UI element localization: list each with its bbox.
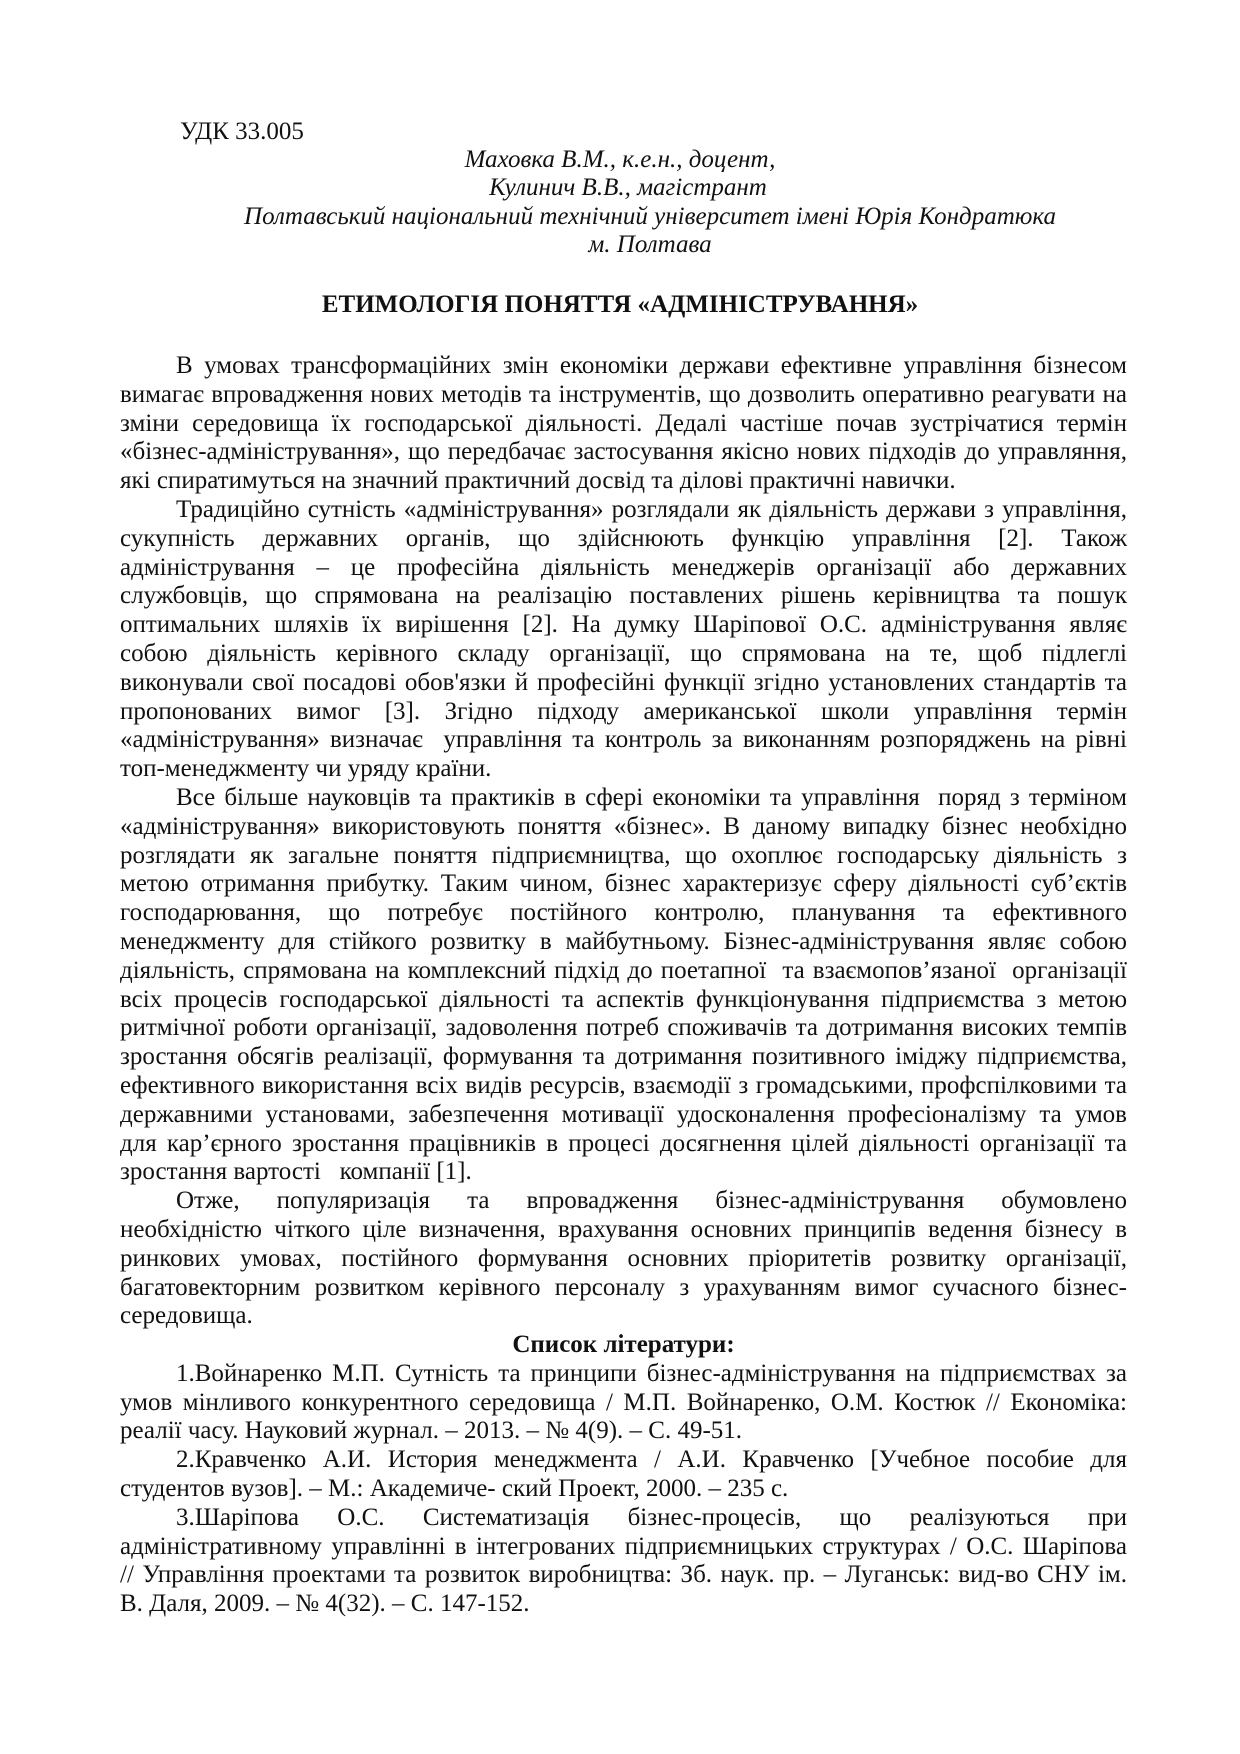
text-line — [120, 611, 1127, 640]
text-line — [120, 1504, 1127, 1533]
text-line — [120, 1158, 1127, 1187]
line-text: «бізнес-адміністрування», що передбачає застосування якісно нових підходів до управляння, — [120, 438, 1127, 466]
paragraph — [120, 496, 1127, 784]
paragraph — [120, 1187, 1127, 1331]
line-text: державними установами, забезпечення мотивації удосконалення професіоналізму та умов — [120, 1100, 1127, 1128]
city: м. Полтава — [588, 231, 712, 258]
text-line — [120, 1101, 1127, 1130]
line-text: В. Даля, 2009. – № 4(32). – С. 147-152. — [120, 1590, 530, 1618]
references-heading — [120, 1331, 1127, 1360]
line-text: багатовекторним розвитком керівного персоналу з урахуванням вимог сучасного бізнес- — [120, 1273, 1127, 1301]
text-line — [120, 755, 1127, 784]
text-line — [120, 1245, 1127, 1274]
line-text: середовища. — [120, 1302, 253, 1330]
text-line — [120, 813, 1127, 842]
line-text: // Управління проектами та розвиток виробництва: Зб. наук. пр. – Луганськ: вид-во СНУ ім. — [120, 1561, 1127, 1589]
line-text: пропонованих вимог [3]. Згідно підходу американської школи управління термін — [120, 697, 1127, 725]
paragraph — [120, 352, 1127, 496]
line-text: собою діяльність керівного складу організації, що спрямована на те, щоб підлеглі — [120, 639, 1127, 667]
paper-title: ЕТИМОЛОГІЯ ПОНЯТТЯ «АДМІНІСТРУВАННЯ» — [321, 291, 919, 318]
line-text: В умовах трансформаційних змін економіки держави ефективне управління бізнесом — [176, 352, 1127, 379]
text-line — [120, 1446, 1127, 1475]
line-text: 1.Войнаренко М.П. Сутність та принципи бізнес-адміністрування на підприємствах за — [176, 1359, 1127, 1387]
text-line — [120, 496, 1127, 525]
line-text: адміністрування – це професійна діяльність менеджерів організації або державних — [120, 553, 1127, 581]
references-heading-text: Список літератури: — [512, 1331, 735, 1359]
line-text: всіх процесів господарської діяльності та аспектів функціонування підприємства з метою — [120, 985, 1127, 1013]
text-line — [120, 698, 1127, 727]
line-text: метою отримання прибутку. Таким чином, бізнес характеризує сферу діяльності суб’єктів — [120, 870, 1127, 898]
text-line — [120, 726, 1127, 755]
line-text: 2.Кравченко А.И. История менеджмента / А.И. Кравченко [Учебное пособие для — [176, 1446, 1127, 1474]
line-text: топ-менеджменту чи уряду країни. — [120, 755, 492, 783]
paper-body — [120, 352, 1127, 1619]
line-text: які спиратимуться на значний практичний досвід та ділові практичні навички. — [120, 467, 956, 495]
line-text: ритмічної роботи організації, задоволення потреб споживачів та дотримання високих темпів — [120, 1014, 1127, 1042]
paragraph — [120, 784, 1127, 1187]
text-line — [120, 1360, 1127, 1389]
line-text: студентов вузов]. – М.: Академиче- ский Проект, 2000. – 235 с. — [120, 1475, 789, 1503]
text-line — [120, 1561, 1127, 1590]
text-line — [120, 410, 1127, 439]
text-line — [120, 640, 1127, 669]
line-text: діяльність, спрямована на комплексний підхід до поетапної та взаємопов’язаної організації — [120, 956, 1127, 984]
text-line — [120, 1389, 1127, 1418]
line-text: виконували свої посадові обов'язки й професійні функції згідно установлених стандартів та — [120, 668, 1127, 696]
text-line — [120, 957, 1127, 986]
text-line — [120, 1130, 1127, 1159]
text-line — [120, 352, 1127, 381]
line-text: адміністративному управлінні в інтегрованих підприємницьких структурах / О.С. Шаріпова — [120, 1532, 1127, 1560]
affiliation: Полтавський національний технічний університет імені Юрія Кондратюка — [244, 203, 1056, 230]
line-text: сукупність державних органів, що здійснюють функцію управління [2]. Також — [120, 524, 1127, 552]
text-line — [120, 669, 1127, 698]
line-text: ринкових умовах, постійного формування основних пріоритетів розвитку організації, — [120, 1244, 1127, 1272]
text-line — [120, 928, 1127, 957]
line-text: зростання обсягів реалізації, формування та дотримання позитивного іміджу підприємства, — [120, 1043, 1127, 1071]
line-text: «адміністрування» визначає управління та контроль за виконанням розпоряджень на рівні — [120, 726, 1127, 754]
text-line — [120, 582, 1127, 611]
text-line — [120, 1187, 1127, 1216]
line-text: реалії часу. Науковий журнал. – 2013. – № 4(9). – С. 49-51. — [120, 1417, 743, 1445]
text-line — [120, 1274, 1127, 1303]
text-line — [120, 1417, 1127, 1446]
reference-item — [120, 1504, 1127, 1619]
text-line — [120, 1072, 1127, 1101]
text-line — [120, 899, 1127, 928]
text-line — [120, 986, 1127, 1015]
text-line — [120, 525, 1127, 554]
reference-item — [120, 1446, 1127, 1504]
text-line — [120, 1590, 1127, 1619]
text-line — [120, 467, 1127, 496]
reference-item — [120, 1360, 1127, 1446]
text-line — [120, 784, 1127, 813]
text-line — [120, 1533, 1127, 1562]
line-text: вимагає впровадження нових методів та інструментів, що дозволить оперативно реагувати на — [120, 380, 1127, 408]
line-text: Традиційно сутність «адміністрування» розглядали як діяльність держави з управління, — [176, 495, 1127, 523]
line-text: для кар’єрного зростання працівників в процесі досягнення цілей діяльності організації та — [120, 1129, 1127, 1157]
line-text: службовців, що спрямована на реалізацію поставлених рішень керівництва та пошук — [120, 582, 1127, 610]
text-line — [120, 381, 1127, 410]
text-line — [120, 1216, 1127, 1245]
text-line — [120, 554, 1127, 583]
line-text: Отже, популяризація та впровадження бізнес-адміністрування обумовлено — [176, 1187, 1127, 1215]
line-text: розглядати як загальне поняття підприємництва, що охоплює господарську діяльність з — [120, 841, 1127, 869]
text-line — [120, 1014, 1127, 1043]
line-text: «адміністрування» використовують поняття «бізнес». В даному випадку бізнес необхідно — [120, 812, 1127, 840]
line-text: господарювання, що потребує постійного контролю, планування та ефективного — [120, 899, 1127, 927]
line-text: менеджменту для стійкого розвитку в майбутньому. Бізнес-адміністрування являє собою — [120, 927, 1127, 955]
line-text: умов мінливого конкурентного середовища / М.П. Войнаренко, О.М. Костюк // Економіка: — [120, 1388, 1127, 1416]
line-text: Все більше науковців та практиків в сфері економіки та управління поряд з терміном — [176, 783, 1127, 811]
line-text: зміни середовища їх господарської діяльності. Дедалі частіше почав зустрічатися термін — [120, 409, 1127, 437]
line-text: ефективного використання всіх видів ресурсів, взаємодії з громадськими, профспілковими та — [120, 1071, 1127, 1099]
author-2: Кулинич В.В., магістрант — [489, 174, 767, 201]
line-text: зростання вартості компанії [1]. — [120, 1158, 472, 1186]
text-line — [120, 870, 1127, 899]
author-1: Маховка В.М., к.е.н., доцент, — [464, 146, 776, 173]
line-text: 3.Шаріпова О.С. Систематизація бізнес-процесів, що реалізуються при — [176, 1503, 1127, 1531]
text-line — [120, 1043, 1127, 1072]
line-text: необхідністю чіткого ціле визначення, врахування основних принципів ведення бізнесу в — [120, 1215, 1127, 1243]
text-line — [120, 1475, 1127, 1504]
text-line — [120, 438, 1127, 467]
line-text: оптимальних шляхів їх вирішення [2]. На думку Шаріпової О.С. адміністрування являє — [120, 611, 1127, 639]
udc-code: УДК 33.005 — [180, 118, 304, 145]
text-line — [120, 1302, 1127, 1331]
text-line — [120, 842, 1127, 871]
